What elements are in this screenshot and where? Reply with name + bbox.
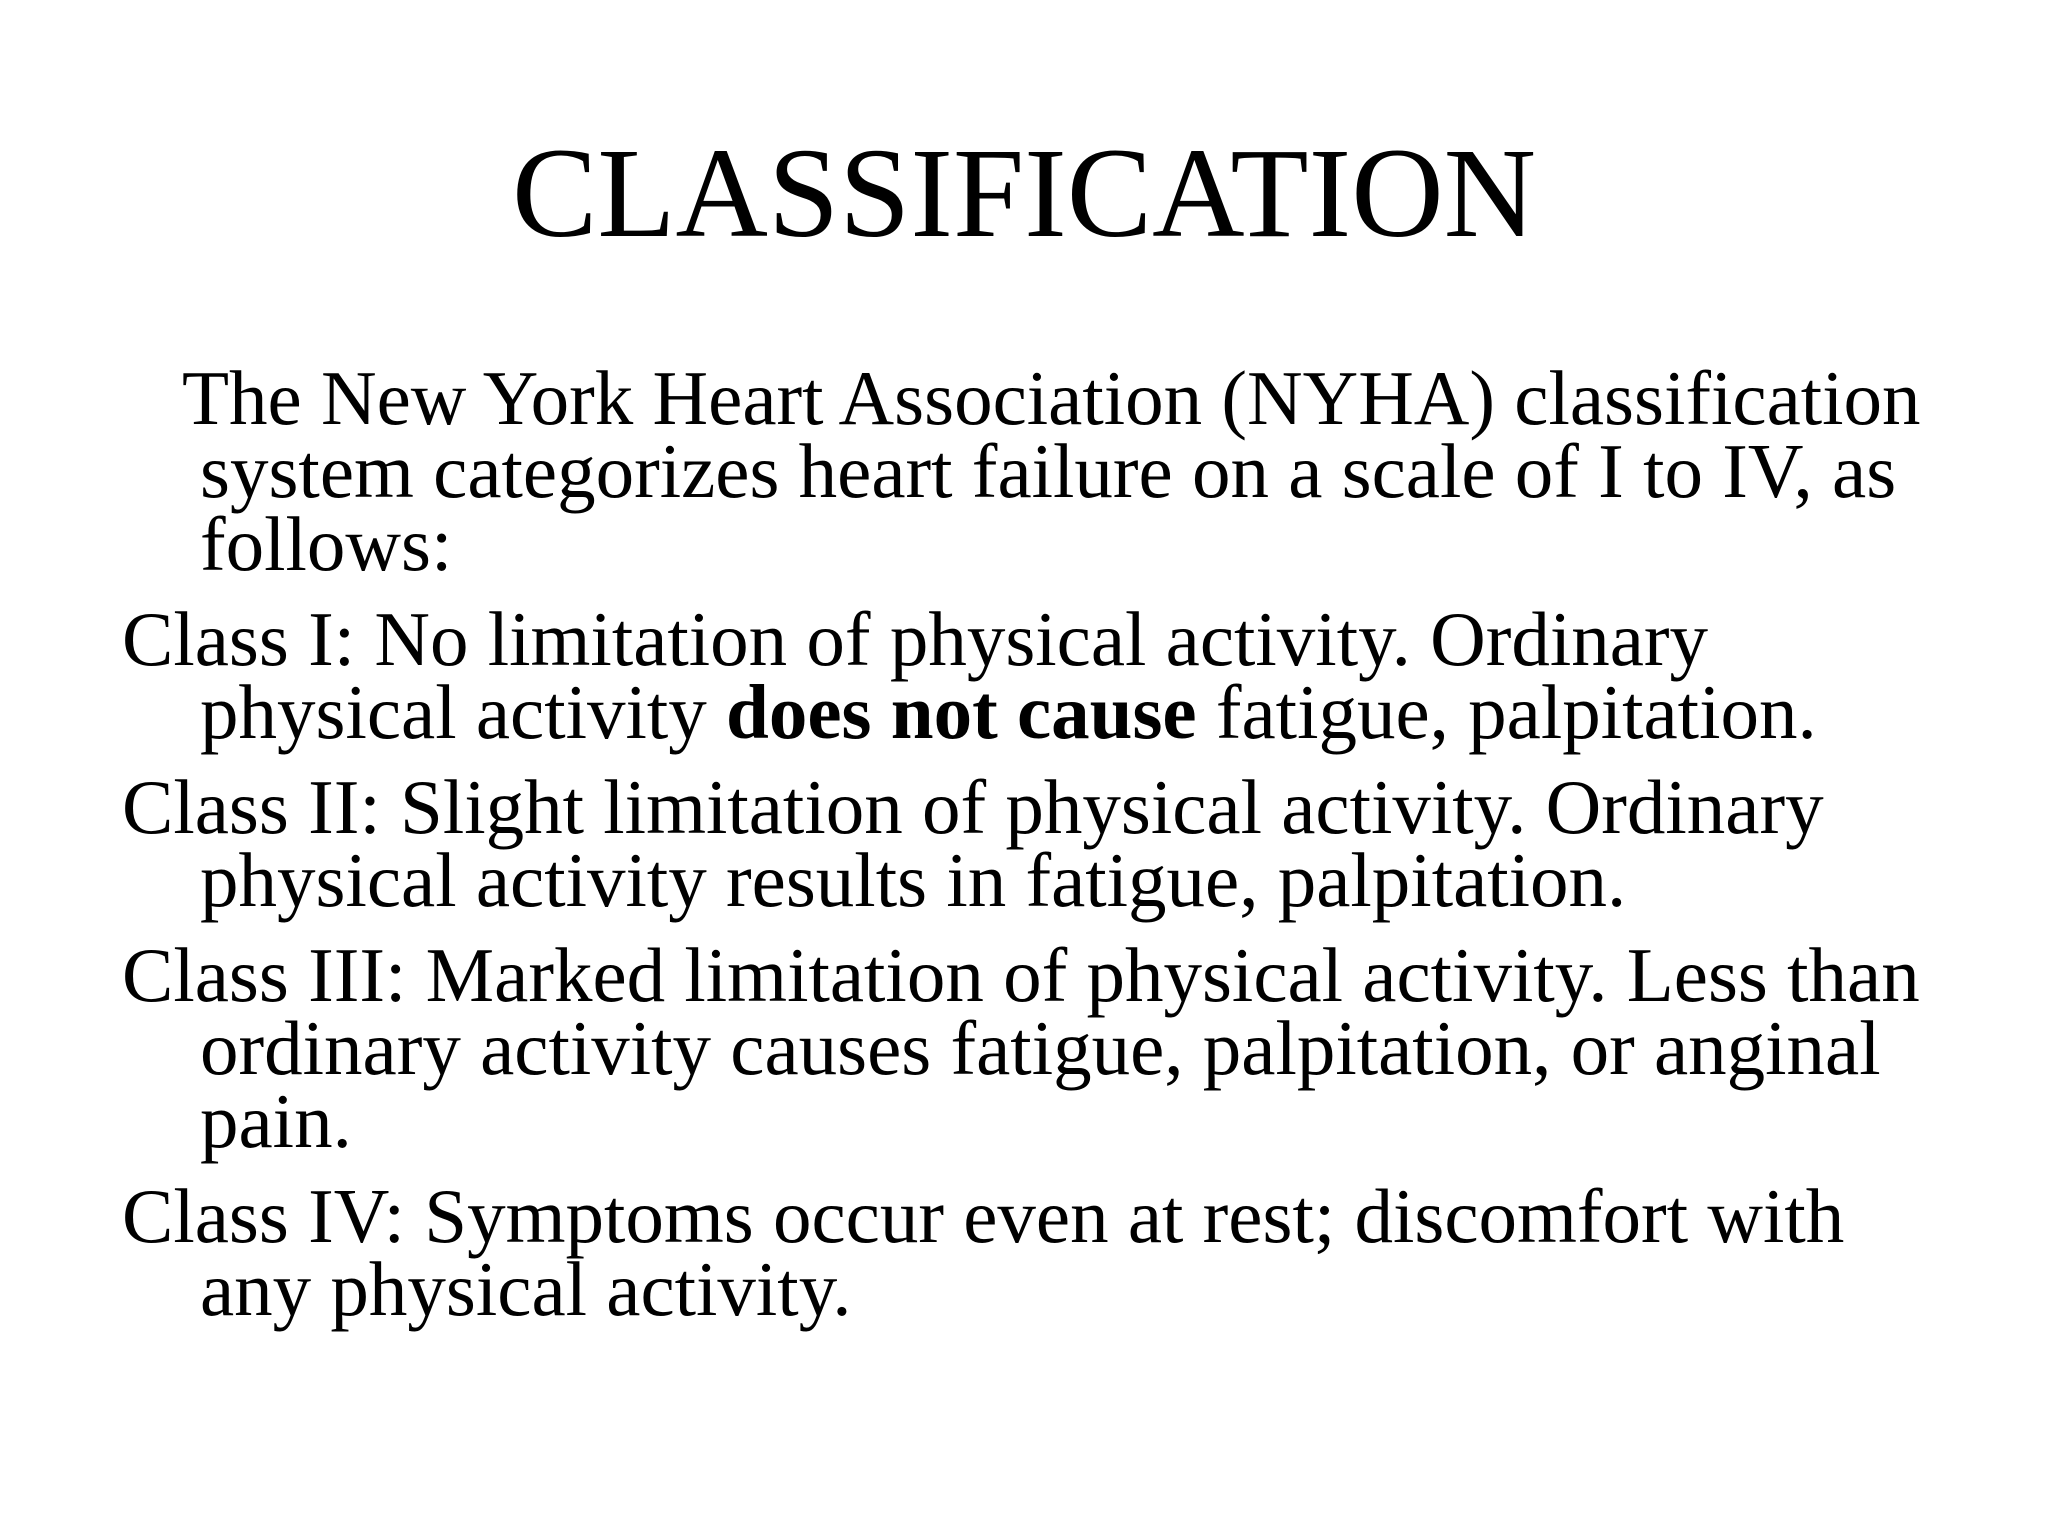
intro-paragraph: The New York Heart Association (NYHA) classification system categorizes heart failure on a scale of I to IV, as follows: <box>182 355 1921 587</box>
slide-title: CLASSIFICATION <box>511 122 1537 264</box>
class-i-text-before: Class I: No limitation of physical activity. Ordinary physical activity <box>122 596 1709 755</box>
class-ii-item: Class II: Slight limitation of physical activity. Ordinary physical activity results in fatigue, palpitation. <box>122 764 1824 923</box>
class-iii-item: Class III: Marked limitation of physical activity. Less than ordinary activity causes fatigue, palpitation, or anginal pain. <box>122 932 1920 1164</box>
class-i-item <box>122 596 1952 755</box>
class-i-text-after: fatigue, palpitation. <box>1196 669 1817 755</box>
class-i-bold-phrase: does not cause <box>726 669 1197 755</box>
slide-body <box>122 355 1952 1348</box>
class-iv-item: Class IV: Symptoms occur even at rest; discomfort with any physical activity. <box>122 1173 1845 1332</box>
